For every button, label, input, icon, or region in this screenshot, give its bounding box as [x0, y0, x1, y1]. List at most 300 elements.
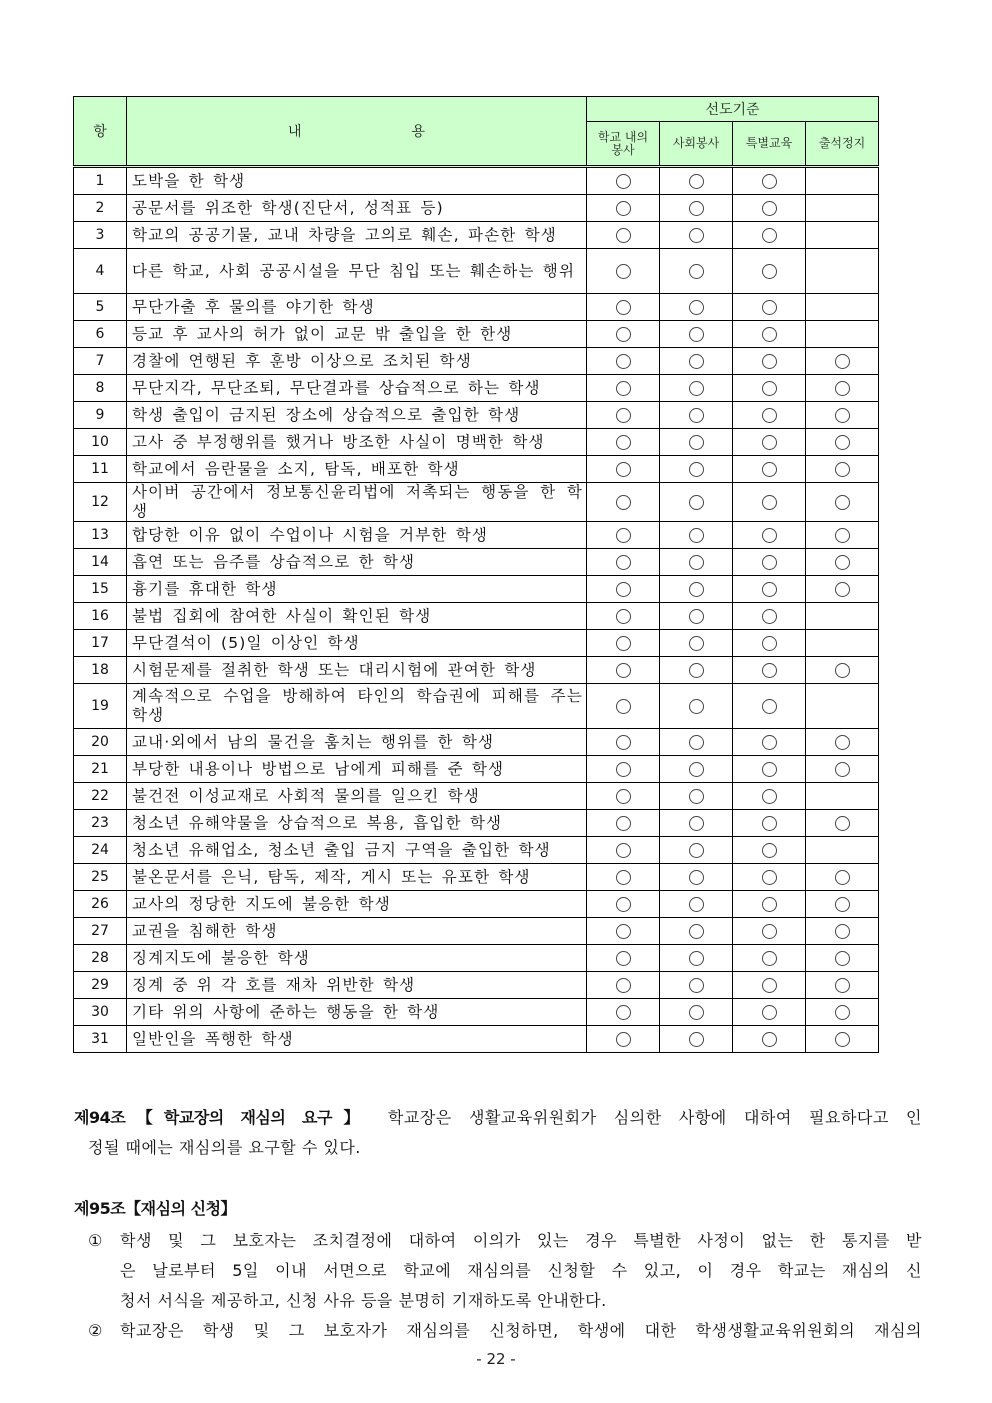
article-94-line2: 정될 때에는 재심의를 요구할 수 있다.	[88, 1138, 361, 1157]
circle-mark-icon	[616, 300, 631, 315]
table-row	[74, 603, 879, 630]
table-row	[74, 375, 879, 402]
row-number: 22	[74, 783, 127, 810]
table-body	[74, 167, 879, 1053]
row-content: 불법 집회에 참여한 사실이 확인된 학생	[127, 603, 587, 630]
circle-mark-icon	[689, 735, 704, 750]
mark-cell-suspension	[806, 684, 879, 729]
mark-cell-suspension	[806, 456, 879, 483]
circle-mark-icon	[762, 435, 777, 450]
row-content: 교권을 침해한 학생	[127, 918, 587, 945]
circle-mark-icon	[762, 789, 777, 804]
circle-mark-icon	[762, 978, 777, 993]
circle-mark-icon	[762, 699, 777, 714]
row-content: 다른 학교, 사회 공공시설을 무단 침입 또는 훼손하는 행위	[127, 249, 587, 294]
mark-cell-school-service	[587, 321, 660, 348]
circle-mark-icon	[835, 582, 850, 597]
mark-cell-special-education	[733, 918, 806, 945]
mark-cell-suspension	[806, 1026, 879, 1053]
article-95-item-1	[74, 1226, 922, 1316]
circle-mark-icon	[616, 354, 631, 369]
circle-mark-icon	[762, 816, 777, 831]
mark-cell-community-service	[660, 549, 733, 576]
mark-cell-suspension	[806, 576, 879, 603]
circle-mark-icon	[689, 354, 704, 369]
circle-mark-icon	[689, 816, 704, 831]
table-row	[74, 249, 879, 294]
mark-cell-suspension	[806, 222, 879, 249]
mark-cell-special-education	[733, 375, 806, 402]
mark-cell-special-education	[733, 321, 806, 348]
mark-cell-community-service	[660, 294, 733, 321]
row-number: 23	[74, 810, 127, 837]
row-number: 19	[74, 684, 127, 729]
mark-cell-suspension	[806, 294, 879, 321]
row-content: 도박을 한 학생	[127, 167, 587, 195]
mark-cell-special-education	[733, 603, 806, 630]
table-row	[74, 891, 879, 918]
mark-cell-school-service	[587, 167, 660, 195]
mark-cell-school-service	[587, 1026, 660, 1053]
table-row	[74, 294, 879, 321]
circle-mark-icon	[616, 735, 631, 750]
mark-cell-suspension	[806, 729, 879, 756]
row-content: 사이버 공간에서 정보통신윤리법에 저촉되는 행동을 한 학생	[127, 483, 587, 522]
row-number: 10	[74, 429, 127, 456]
mark-cell-community-service	[660, 729, 733, 756]
circle-mark-icon	[689, 174, 704, 189]
mark-cell-suspension	[806, 321, 879, 348]
article-94-line1	[74, 1103, 922, 1133]
circle-mark-icon	[762, 201, 777, 216]
table-row	[74, 429, 879, 456]
mark-cell-community-service	[660, 783, 733, 810]
mark-cell-school-service	[587, 294, 660, 321]
mark-cell-suspension	[806, 864, 879, 891]
mark-cell-special-education	[733, 810, 806, 837]
mark-cell-suspension	[806, 630, 879, 657]
guidance-criteria-table	[73, 96, 879, 1053]
mark-cell-community-service	[660, 522, 733, 549]
mark-cell-suspension	[806, 195, 879, 222]
circle-mark-icon	[689, 462, 704, 477]
mark-cell-special-education	[733, 249, 806, 294]
row-number: 6	[74, 321, 127, 348]
mark-cell-suspension	[806, 167, 879, 195]
article-94	[74, 1103, 922, 1163]
mark-cell-school-service	[587, 522, 660, 549]
mark-cell-suspension	[806, 549, 879, 576]
mark-cell-school-service	[587, 549, 660, 576]
mark-cell-school-service	[587, 576, 660, 603]
table-row	[74, 456, 879, 483]
circle-mark-icon	[762, 663, 777, 678]
mark-cell-special-education	[733, 576, 806, 603]
circle-mark-icon	[835, 816, 850, 831]
mark-cell-suspension	[806, 891, 879, 918]
item-number: ①	[88, 1231, 103, 1250]
mark-cell-school-service	[587, 864, 660, 891]
mark-cell-special-education	[733, 999, 806, 1026]
circle-mark-icon	[762, 495, 777, 510]
header-special-education: 특별교육	[733, 122, 806, 167]
mark-cell-community-service	[660, 348, 733, 375]
circle-mark-icon	[616, 408, 631, 423]
row-number: 4	[74, 249, 127, 294]
header-school-service	[587, 122, 660, 167]
table-row	[74, 195, 879, 222]
table-row	[74, 810, 879, 837]
mark-cell-school-service	[587, 249, 660, 294]
circle-mark-icon	[616, 435, 631, 450]
row-content: 계속적으로 수업을 방해하여 타인의 학습권에 피해를 주는 학생	[127, 684, 587, 729]
table-row	[74, 999, 879, 1026]
mark-cell-suspension	[806, 483, 879, 522]
mark-cell-special-education	[733, 657, 806, 684]
mark-cell-community-service	[660, 999, 733, 1026]
circle-mark-icon	[616, 816, 631, 831]
mark-cell-community-service	[660, 972, 733, 999]
row-content: 교사의 정당한 지도에 불응한 학생	[127, 891, 587, 918]
mark-cell-school-service	[587, 999, 660, 1026]
mark-cell-community-service	[660, 630, 733, 657]
table-row	[74, 684, 879, 729]
mark-cell-suspension	[806, 837, 879, 864]
circle-mark-icon	[835, 555, 850, 570]
circle-mark-icon	[762, 462, 777, 477]
table-row	[74, 783, 879, 810]
header-number: 항	[74, 97, 127, 167]
row-number: 2	[74, 195, 127, 222]
circle-mark-icon	[835, 528, 850, 543]
mark-cell-community-service	[660, 375, 733, 402]
table-row	[74, 1026, 879, 1053]
circle-mark-icon	[835, 435, 850, 450]
circle-mark-icon	[689, 789, 704, 804]
circle-mark-icon	[689, 300, 704, 315]
mark-cell-special-education	[733, 945, 806, 972]
table-row	[74, 630, 879, 657]
mark-cell-community-service	[660, 918, 733, 945]
circle-mark-icon	[689, 228, 704, 243]
table-row	[74, 321, 879, 348]
row-number: 5	[74, 294, 127, 321]
mark-cell-special-education	[733, 429, 806, 456]
circle-mark-icon	[689, 582, 704, 597]
mark-cell-school-service	[587, 375, 660, 402]
mark-cell-suspension	[806, 348, 879, 375]
circle-mark-icon	[616, 843, 631, 858]
mark-cell-community-service	[660, 1026, 733, 1053]
mark-cell-community-service	[660, 195, 733, 222]
row-number: 15	[74, 576, 127, 603]
mark-cell-special-education	[733, 684, 806, 729]
circle-mark-icon	[689, 951, 704, 966]
mark-cell-community-service	[660, 657, 733, 684]
mark-cell-special-education	[733, 891, 806, 918]
circle-mark-icon	[762, 582, 777, 597]
row-content: 기타 위의 사항에 준하는 행동을 한 학생	[127, 999, 587, 1026]
article-95	[74, 1194, 922, 1346]
circle-mark-icon	[689, 978, 704, 993]
mark-cell-suspension	[806, 375, 879, 402]
circle-mark-icon	[835, 978, 850, 993]
table-row	[74, 522, 879, 549]
mark-cell-community-service	[660, 576, 733, 603]
circle-mark-icon	[762, 228, 777, 243]
circle-mark-icon	[762, 528, 777, 543]
header-content	[127, 97, 587, 167]
mark-cell-special-education	[733, 167, 806, 195]
table-row	[74, 864, 879, 891]
row-number: 25	[74, 864, 127, 891]
mark-cell-community-service	[660, 321, 733, 348]
circle-mark-icon	[762, 735, 777, 750]
circle-mark-icon	[689, 663, 704, 678]
table-row	[74, 348, 879, 375]
mark-cell-school-service	[587, 630, 660, 657]
circle-mark-icon	[689, 636, 704, 651]
circle-mark-icon	[762, 408, 777, 423]
circle-mark-icon	[762, 951, 777, 966]
circle-mark-icon	[835, 663, 850, 678]
circle-mark-icon	[835, 408, 850, 423]
circle-mark-icon	[616, 924, 631, 939]
circle-mark-icon	[616, 555, 631, 570]
mark-cell-community-service	[660, 222, 733, 249]
mark-cell-special-education	[733, 630, 806, 657]
mark-cell-school-service	[587, 483, 660, 522]
circle-mark-icon	[689, 495, 704, 510]
mark-cell-special-education	[733, 348, 806, 375]
circle-mark-icon	[835, 381, 850, 396]
mark-cell-school-service	[587, 945, 660, 972]
row-content: 공문서를 위조한 학생(진단서, 성적표 등)	[127, 195, 587, 222]
row-number: 1	[74, 167, 127, 195]
circle-mark-icon	[616, 462, 631, 477]
row-number: 24	[74, 837, 127, 864]
circle-mark-icon	[689, 555, 704, 570]
circle-mark-icon	[762, 300, 777, 315]
header-content-part2: 용	[411, 124, 426, 140]
mark-cell-school-service	[587, 657, 660, 684]
mark-cell-community-service	[660, 891, 733, 918]
mark-cell-community-service	[660, 603, 733, 630]
row-content: 청소년 유해약물을 상습적으로 복용, 흡입한 학생	[127, 810, 587, 837]
circle-mark-icon	[689, 870, 704, 885]
circle-mark-icon	[616, 1005, 631, 1020]
circle-mark-icon	[835, 495, 850, 510]
mark-cell-suspension	[806, 657, 879, 684]
row-content: 경찰에 연행된 후 훈방 이상으로 조치된 학생	[127, 348, 587, 375]
mark-cell-special-education	[733, 837, 806, 864]
circle-mark-icon	[762, 870, 777, 885]
page-number: - 22 -	[476, 1350, 516, 1368]
mark-cell-special-education	[733, 456, 806, 483]
mark-cell-suspension	[806, 783, 879, 810]
mark-cell-school-service	[587, 891, 660, 918]
header-suspension: 출석정지	[806, 122, 879, 167]
table-row	[74, 756, 879, 783]
mark-cell-special-education	[733, 402, 806, 429]
row-number: 12	[74, 483, 127, 522]
row-content: 무단결석이 (5)일 이상인 학생	[127, 630, 587, 657]
circle-mark-icon	[835, 462, 850, 477]
row-content: 등교 후 교사의 허가 없이 교문 밖 출입을 한 한생	[127, 321, 587, 348]
table-row	[74, 576, 879, 603]
row-number: 14	[74, 549, 127, 576]
circle-mark-icon	[616, 978, 631, 993]
circle-mark-icon	[616, 951, 631, 966]
article-95-item-2	[74, 1316, 922, 1346]
mark-cell-community-service	[660, 837, 733, 864]
mark-cell-special-education	[733, 195, 806, 222]
mark-cell-community-service	[660, 402, 733, 429]
circle-mark-icon	[835, 1032, 850, 1047]
mark-cell-community-service	[660, 167, 733, 195]
item-line: 학교장은 학생 및 그 보호자가 재심의를 신청하면, 학생에 대한 학생생활교육위원회의 재심의	[120, 1321, 922, 1340]
mark-cell-suspension	[806, 522, 879, 549]
mark-cell-special-education	[733, 729, 806, 756]
row-content: 징계 중 위 각 호를 재차 위반한 학생	[127, 972, 587, 999]
row-number: 20	[74, 729, 127, 756]
row-content: 불온문서를 은닉, 탐독, 제작, 게시 또는 유포한 학생	[127, 864, 587, 891]
item-line: 청서 서식을 제공하고, 신청 사유 등을 분명히 기재하도록 안내한다.	[120, 1291, 607, 1310]
circle-mark-icon	[616, 663, 631, 678]
row-number: 18	[74, 657, 127, 684]
mark-cell-community-service	[660, 684, 733, 729]
circle-mark-icon	[689, 843, 704, 858]
table-row	[74, 483, 879, 522]
row-content: 일반인을 폭행한 학생	[127, 1026, 587, 1053]
header-community-service: 사회봉사	[660, 122, 733, 167]
circle-mark-icon	[762, 327, 777, 342]
mark-cell-special-education	[733, 756, 806, 783]
circle-mark-icon	[616, 870, 631, 885]
mark-cell-school-service	[587, 918, 660, 945]
table-row	[74, 729, 879, 756]
circle-mark-icon	[616, 327, 631, 342]
mark-cell-suspension	[806, 810, 879, 837]
circle-mark-icon	[762, 1005, 777, 1020]
circle-mark-icon	[762, 381, 777, 396]
mark-cell-school-service	[587, 222, 660, 249]
circle-mark-icon	[689, 408, 704, 423]
circle-mark-icon	[689, 381, 704, 396]
circle-mark-icon	[762, 843, 777, 858]
row-number: 29	[74, 972, 127, 999]
mark-cell-school-service	[587, 972, 660, 999]
mark-cell-suspension	[806, 756, 879, 783]
mark-cell-school-service	[587, 402, 660, 429]
mark-cell-suspension	[806, 603, 879, 630]
row-number: 30	[74, 999, 127, 1026]
mark-cell-school-service	[587, 729, 660, 756]
row-content: 부당한 내용이나 방법으로 남에게 피해를 준 학생	[127, 756, 587, 783]
mark-cell-suspension	[806, 918, 879, 945]
mark-cell-community-service	[660, 249, 733, 294]
circle-mark-icon	[762, 897, 777, 912]
row-content: 학생 출입이 금지된 장소에 상습적으로 출입한 학생	[127, 402, 587, 429]
circle-mark-icon	[616, 897, 631, 912]
circle-mark-icon	[762, 264, 777, 279]
mark-cell-special-education	[733, 549, 806, 576]
circle-mark-icon	[616, 381, 631, 396]
mark-cell-school-service	[587, 429, 660, 456]
table-row	[74, 918, 879, 945]
circle-mark-icon	[835, 354, 850, 369]
circle-mark-icon	[689, 924, 704, 939]
table-row	[74, 549, 879, 576]
circle-mark-icon	[689, 528, 704, 543]
circle-mark-icon	[616, 699, 631, 714]
row-number: 11	[74, 456, 127, 483]
row-number: 9	[74, 402, 127, 429]
mark-cell-school-service	[587, 837, 660, 864]
row-content: 시험문제를 절취한 학생 또는 대리시험에 관여한 학생	[127, 657, 587, 684]
table-row	[74, 167, 879, 195]
mark-cell-school-service	[587, 684, 660, 729]
mark-cell-suspension	[806, 945, 879, 972]
article-94-text1: 학교장은 생활교육위원회가 심의한 사항에 대하여 필요하다고 인	[387, 1108, 922, 1127]
row-number: 28	[74, 945, 127, 972]
row-content: 불건전 이성교재로 사회적 물의를 일으킨 학생	[127, 783, 587, 810]
article-94-title: 제94조【학교장의 재심의 요구】	[74, 1108, 371, 1127]
mark-cell-special-education	[733, 783, 806, 810]
circle-mark-icon	[762, 555, 777, 570]
row-content: 흡연 또는 음주를 상습적으로 한 학생	[127, 549, 587, 576]
mark-cell-community-service	[660, 945, 733, 972]
row-number: 31	[74, 1026, 127, 1053]
circle-mark-icon	[689, 699, 704, 714]
mark-cell-school-service	[587, 348, 660, 375]
row-content: 학교의 공공기물, 교내 차량을 고의로 훼손, 파손한 학생	[127, 222, 587, 249]
mark-cell-community-service	[660, 429, 733, 456]
circle-mark-icon	[835, 951, 850, 966]
row-number: 26	[74, 891, 127, 918]
circle-mark-icon	[835, 897, 850, 912]
circle-mark-icon	[762, 354, 777, 369]
mark-cell-school-service	[587, 603, 660, 630]
row-number: 3	[74, 222, 127, 249]
row-number: 17	[74, 630, 127, 657]
row-number: 21	[74, 756, 127, 783]
mark-cell-special-education	[733, 1026, 806, 1053]
circle-mark-icon	[689, 1032, 704, 1047]
circle-mark-icon	[689, 762, 704, 777]
mark-cell-school-service	[587, 783, 660, 810]
row-content: 무단가출 후 물의를 야기한 학생	[127, 294, 587, 321]
circle-mark-icon	[689, 264, 704, 279]
row-content: 흉기를 휴대한 학생	[127, 576, 587, 603]
circle-mark-icon	[835, 1005, 850, 1020]
mark-cell-suspension	[806, 972, 879, 999]
mark-cell-special-education	[733, 522, 806, 549]
mark-cell-school-service	[587, 756, 660, 783]
header-criteria-group: 선도기준	[587, 97, 879, 122]
row-number: 8	[74, 375, 127, 402]
item-line: 학생 및 그 보호자는 조치결정에 대하여 이의가 있는 경우 특별한 사정이 없는 한 통지를 받	[120, 1231, 922, 1250]
circle-mark-icon	[689, 1005, 704, 1020]
mark-cell-special-education	[733, 864, 806, 891]
circle-mark-icon	[762, 174, 777, 189]
row-content: 청소년 유해업소, 청소년 출입 금지 구역을 출입한 학생	[127, 837, 587, 864]
circle-mark-icon	[616, 582, 631, 597]
circle-mark-icon	[616, 201, 631, 216]
circle-mark-icon	[616, 762, 631, 777]
table-row	[74, 222, 879, 249]
mark-cell-community-service	[660, 483, 733, 522]
